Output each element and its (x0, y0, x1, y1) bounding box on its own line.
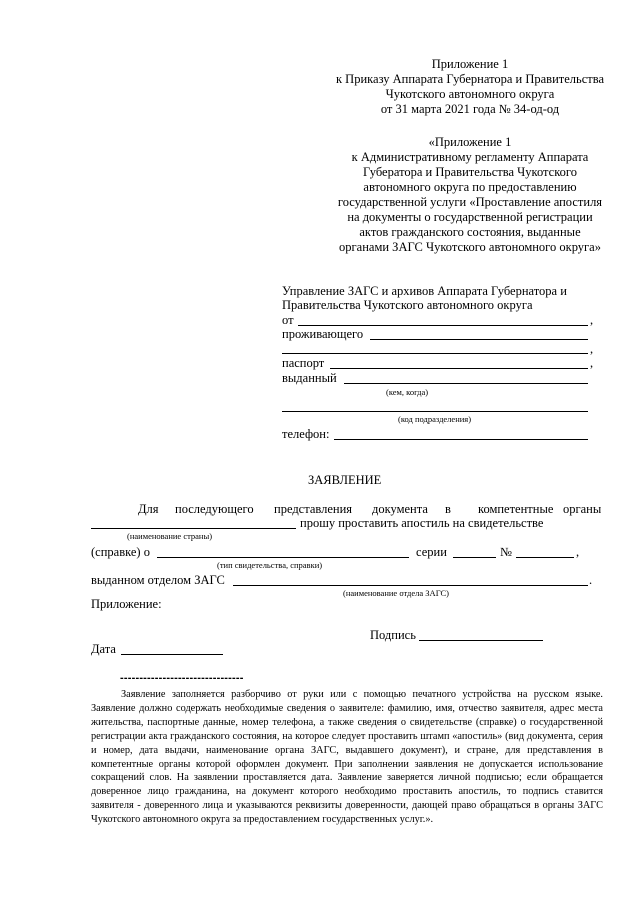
body-word: органы (563, 502, 602, 516)
dot: . (589, 573, 593, 587)
issued-by-label: выданном отделом ЗАГС (91, 573, 225, 587)
header-line: к Приказу Аппарата Губернатора и Правительства (335, 72, 605, 86)
residing-field[interactable] (370, 339, 588, 340)
issued-field[interactable] (344, 383, 588, 384)
body-word: документа (372, 502, 428, 516)
number-field[interactable] (516, 557, 574, 558)
from-field[interactable] (298, 325, 588, 326)
attachment-label: Приложение: (91, 597, 162, 611)
header-line: к Административному регламенту Аппарата (351, 150, 589, 164)
comma: , (590, 356, 594, 370)
series-field[interactable] (453, 557, 496, 558)
date-label: Дата (91, 642, 116, 656)
body-word: последующего (175, 502, 254, 516)
date-field[interactable] (121, 654, 223, 655)
department-code-hint: (код подразделения) (398, 414, 472, 424)
country-hint: (наименование страны) (127, 531, 213, 541)
certificate-label: (справке) о (91, 545, 150, 559)
comma: , (590, 313, 594, 327)
header-line: государственной услуги «Проставление апостиля (337, 195, 603, 209)
footnote-separator: -------------------------------- (120, 672, 244, 684)
comma: , (590, 342, 594, 356)
department-code-field[interactable] (282, 411, 588, 412)
header-line: от 31 марта 2021 года № 34-од-од (380, 102, 560, 116)
header-line: Приложение 1 (431, 57, 509, 71)
addressee-line: Правительства Чукотского автономного округа (282, 298, 533, 312)
passport-label: паспорт (282, 356, 325, 370)
certificate-type-hint: (тип свидетельства, справки) (217, 560, 323, 570)
residing-label: проживающего (282, 327, 364, 341)
phone-label: телефон: (282, 427, 330, 441)
registry-office-hint: (наименование отдела ЗАГС) (343, 588, 449, 598)
country-field[interactable] (91, 528, 296, 529)
header-line: органами ЗАГС Чукотского автономного округа» (339, 240, 601, 254)
issued-label: выданный (282, 371, 337, 385)
header-line: Губератора и Правительства Чукотского (363, 165, 577, 179)
passport-field[interactable] (330, 368, 588, 369)
certificate-type-field[interactable] (157, 557, 409, 558)
addressee-line: Управление ЗАГС и архивов Аппарата Губернатора и (282, 284, 567, 298)
document-title: ЗАЯВЛЕНИЕ (308, 473, 382, 487)
signature-label: Подпись (370, 628, 416, 642)
signature-field[interactable] (419, 640, 543, 641)
comma: , (576, 545, 580, 559)
phone-field[interactable] (334, 439, 588, 440)
footnote-text: Заявление заполняется разборчиво от руки или с помощью печатного устройства на русском языке. Заявление должно содержать необходимые сведения о заявителе: фамилию, имя, отчество заявителя, адрес места жительства, паспортные данные, номер телефона, а также сведения о свидетельстве (справке) о государственной регистрации акта гражданского состояния, на которое следует проставить штамп «апостиль» (вид документа, серия и номер, дата выдачи, наименование органа ЗАГС, выдавшего документ), и стране, для представления в компетентные органы которой оформлен документ. При заполнении заявления не допускается использование сокращений слов. На заявлении проставляется дата. Заявление заверяется личной подписью; если обращается доверенное лицо гражданина, на документ которого необходимо проставить апостиль, то подпись ставится заявителя - доверенного лица и указываются реквизиты доверенности, дающей право обращаться в органы ЗАГС Чукотского автономного округа за предоставлением государственных услуг.». (91, 689, 603, 826)
series-label: серии (416, 545, 447, 559)
body-word: в (445, 502, 451, 516)
registry-office-field[interactable] (233, 585, 588, 586)
issued-hint: (кем, когда) (386, 387, 429, 397)
number-label: № (500, 545, 512, 559)
header-line: актов гражданского состояния, выданные (359, 225, 581, 239)
body-word: Для (138, 502, 159, 516)
from-label: от (282, 313, 294, 327)
header-line: Чукотского автономного округа (385, 87, 555, 101)
body-word: компетентные (478, 502, 554, 516)
header-line: автономного округа по предоставлению (363, 180, 577, 194)
order-attachment-header (300, 57, 640, 117)
regulation-attachment-header (300, 135, 640, 255)
address-continuation-field[interactable] (282, 353, 588, 354)
body-word: представления (274, 502, 353, 516)
header-line: на документы о государственной регистрации (347, 210, 593, 224)
header-line: «Приложение 1 (428, 135, 512, 149)
request-text: прошу проставить апостиль на свидетельстве (300, 516, 544, 530)
